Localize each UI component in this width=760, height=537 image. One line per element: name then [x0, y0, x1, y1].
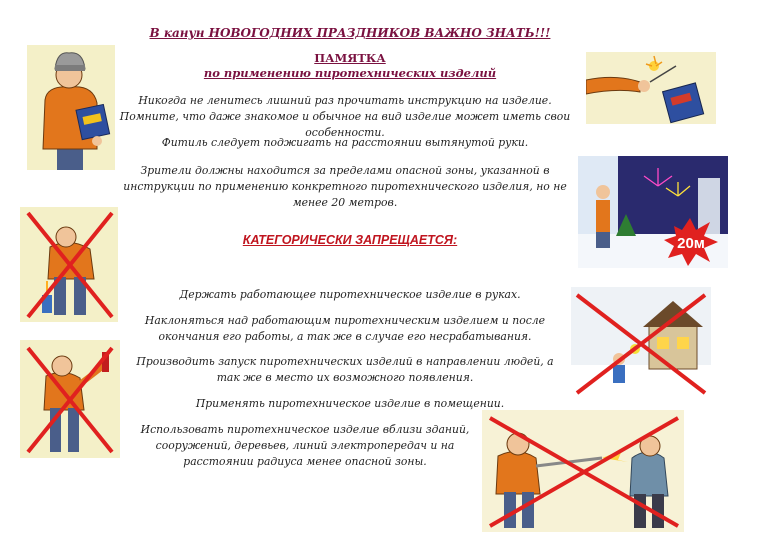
firing-at-people-illustration — [482, 410, 684, 532]
lighting-fuse-illustration — [586, 52, 716, 124]
forbidden-aim: Производить запуск пиротехнических изделий в направлении людей, а так же в место их возможного появления. — [136, 355, 554, 384]
forbidden-lean: Наклоняться над работающим пиротехническим изделием и после окончания его работы, а так же в случае его несрабатывания. — [144, 314, 546, 343]
forbidden-near-buildings: Использовать пиротехническое изделие вблизи зданий, сооружений, деревьев, линий электропередач и на расстоянии радиуса менее опасной зоны. — [140, 423, 470, 468]
advice-instructions: Никогда не ленитесь лишний раз прочитать инструкцию на изделие. Помните, что даже знакомое и обычное на вид изделие может иметь свои особенности. — [119, 94, 571, 139]
memo-subtitle: по применению пиротехнических изделий — [203, 66, 497, 80]
advice-distance: Зрители должны находится за пределами опасной зоны, указанной в инструкции по применению конкретного пиротехнического изделия, но не менее 20 метров. — [123, 164, 567, 209]
reading-instructions-illustration — [27, 45, 115, 170]
memo-title: ПАМЯТКА — [314, 51, 386, 65]
advice-fuse: Фитиль следует поджигать на расстоянии вытянутой руки. — [161, 136, 529, 149]
leaning-over-firework-illustration — [20, 340, 120, 458]
headline: В канун НОВОГОДНИХ ПРАЗДНИКОВ ВАЖНО ЗНАТЬ!!! — [149, 26, 551, 40]
launching-towards-building-illustration — [571, 287, 711, 399]
holding-firework-illustration — [20, 207, 118, 322]
forbidden-indoors: Применять пиротехническое изделие в помещении. — [195, 397, 505, 410]
distance-badge: 20м — [677, 235, 705, 252]
forbidden-hold: Держать работающее пиротехническое изделие в руках. — [179, 288, 521, 301]
forbidden-heading: КАТЕГОРИЧЕСКИ ЗАПРЕЩАЕТСЯ: — [242, 233, 458, 247]
fireworks-distance-illustration — [578, 156, 728, 268]
